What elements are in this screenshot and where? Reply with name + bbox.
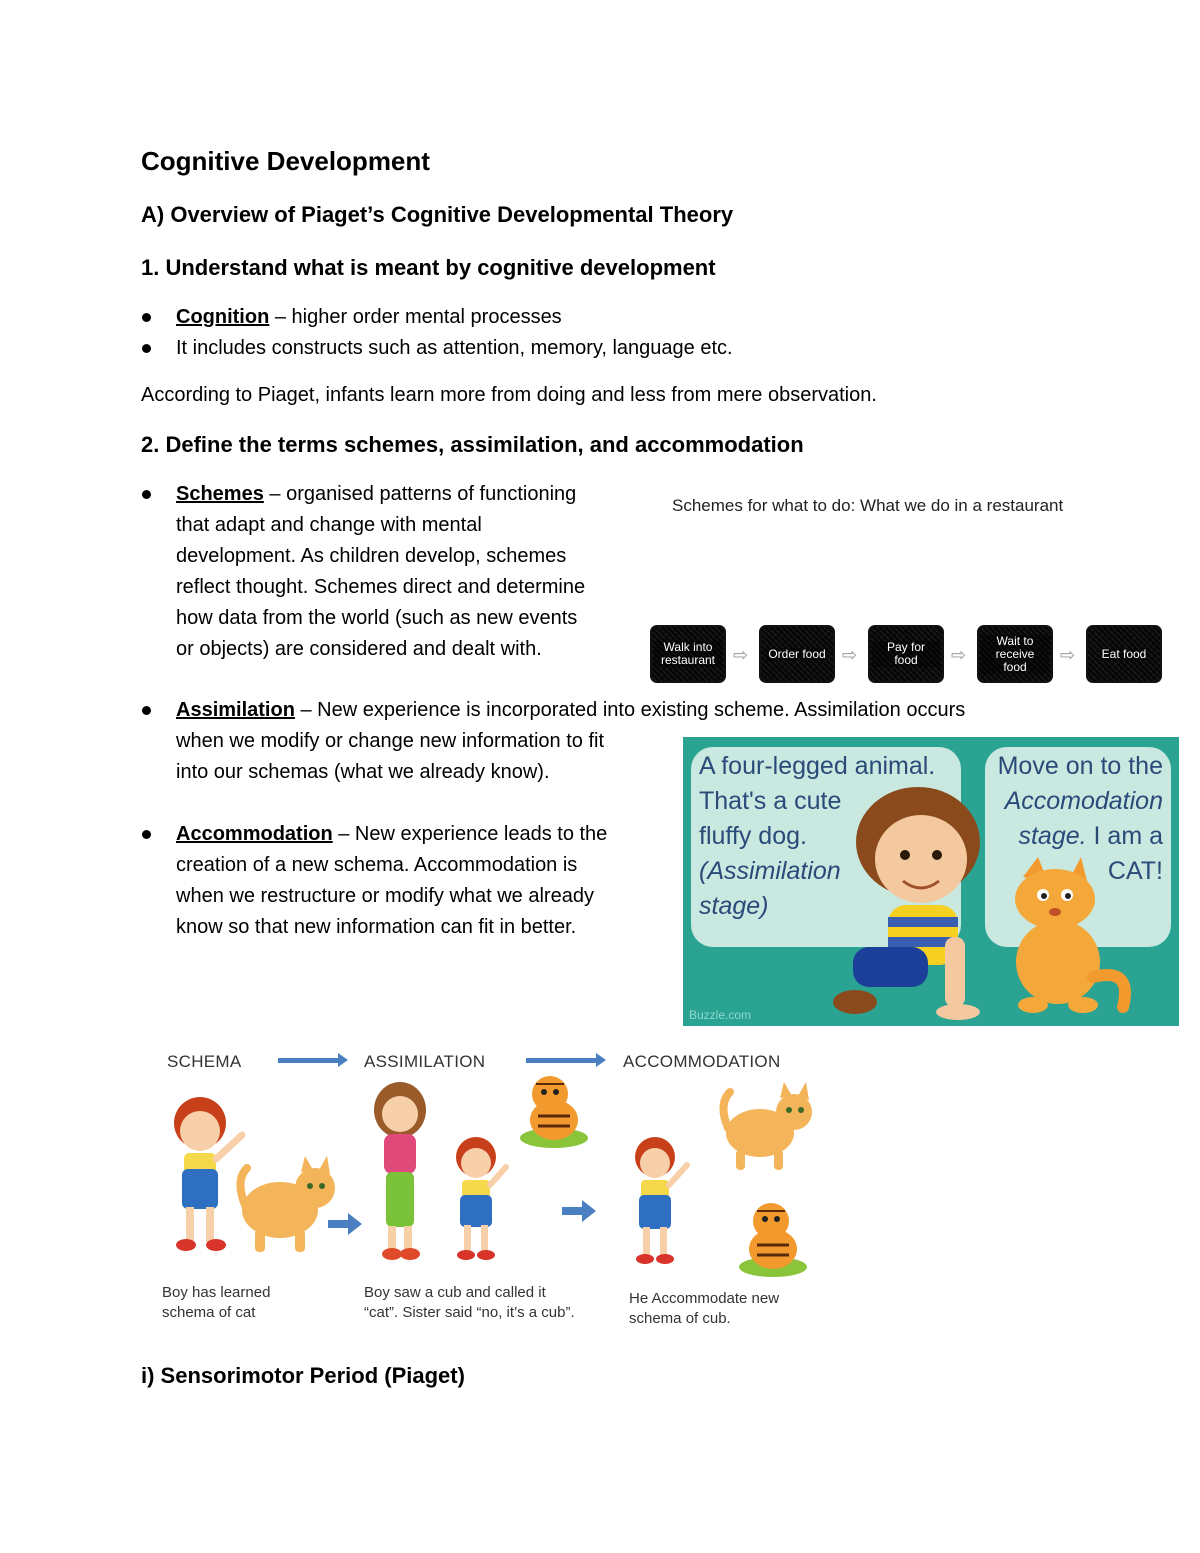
bubble-line: I am a <box>1086 822 1163 850</box>
section-a-heading: A) Overview of Piaget’s Cognitive Developmental Theory <box>141 202 734 227</box>
bullet-dot <box>142 830 151 839</box>
bubble-line: That's a cute <box>699 787 842 815</box>
accommodation-term: Accommodation <box>176 823 333 845</box>
assimilation-term: Assimilation <box>176 699 295 721</box>
cat-illustration <box>993 857 1143 1017</box>
step-arrow-icon: ⇨ <box>951 645 967 665</box>
schemes-line: development. As children develop, schemes <box>176 545 567 567</box>
caption-line: He Accommodate new <box>629 1290 780 1307</box>
schemes-line: how data from the world (such as new events <box>176 607 578 629</box>
bullet-dot <box>142 706 151 715</box>
restaurant-step <box>868 625 944 683</box>
diagram-label-schema: SCHEMA <box>167 1052 242 1071</box>
buzzle-credit: Buzzle.com <box>689 1008 752 1022</box>
cat-figure <box>235 1150 345 1255</box>
tiger-cub-figure <box>735 1195 810 1280</box>
restaurant-step <box>650 625 726 683</box>
restaurant-step <box>1086 625 1162 683</box>
arrow-right-icon <box>526 1058 598 1063</box>
caption-line: “cat”. Sister said “no, it’s a cub”. <box>364 1304 575 1321</box>
page-title: Cognitive Development <box>141 146 430 176</box>
accommodation-line: creation of a new schema. Accommodation is <box>176 854 578 876</box>
bubble-line: Move on to the <box>997 752 1163 780</box>
boy-figure <box>625 1135 695 1270</box>
cat-figure <box>718 1078 823 1173</box>
bubble-line: (Assimilation <box>699 857 841 885</box>
section-1-heading: 1. Understand what is meant by cognitive development <box>141 255 716 280</box>
cognition-definition: – higher order mental processes <box>269 306 562 328</box>
boy-figure <box>446 1135 511 1265</box>
cognition-bullet <box>176 302 562 333</box>
bullet-dot <box>142 313 151 322</box>
caption-line: Boy saw a cub and called it <box>364 1284 546 1301</box>
assimilation-line: into our schemas (what we already know). <box>176 761 550 783</box>
caption-accommodation <box>629 1289 779 1329</box>
bubble-line: A four-legged animal. <box>699 752 936 780</box>
step-label: Eat food <box>1101 646 1147 661</box>
bubble-line: stage. <box>1018 822 1087 850</box>
assimilation-line: – New experience is incorporated into existing scheme. Assimilation occurs <box>294 699 966 721</box>
step-arrow-icon: ⇨ <box>1060 645 1076 665</box>
step-label: Order food <box>768 646 826 661</box>
caption-line: schema of cub. <box>629 1310 731 1327</box>
restaurant-figure-title: Schemes for what to do: What we do in a restaurant <box>672 496 1064 515</box>
assimilation-accommodation-illustration <box>683 737 1179 1026</box>
piaget-statement: According to Piaget, infants learn more from doing and less from mere observation. <box>141 384 877 406</box>
cognition-term: Cognition <box>176 306 270 328</box>
sister-figure <box>368 1082 443 1267</box>
caption-line: schema of cat <box>162 1304 256 1321</box>
schemes-line: reflect thought. Schemes direct and determine <box>176 576 586 598</box>
step-label: Pay for food <box>872 641 940 667</box>
tiger-cub-figure <box>516 1068 591 1153</box>
assimilation-line: when we modify or change new information to fit <box>176 730 604 752</box>
bubble-line: stage) <box>699 892 769 920</box>
bullet-dot <box>142 490 151 499</box>
diagram-label-accommodation: ACCOMMODATION <box>623 1052 781 1071</box>
caption-line: Boy has learned <box>162 1284 271 1301</box>
restaurant-step <box>977 625 1053 683</box>
arrow-right-icon <box>278 1058 340 1063</box>
crawling-boy-illustration <box>833 777 1003 1022</box>
step-label: Wait to receive food <box>981 635 1049 674</box>
step-label: Walk into restaurant <box>654 641 722 667</box>
diagram-label-assimilation: ASSIMILATION <box>364 1052 486 1071</box>
arrow-right-icon <box>562 1200 596 1222</box>
bubble-line: CAT! <box>1107 857 1163 885</box>
step-arrow-icon: ⇨ <box>842 645 858 665</box>
arrow-right-icon <box>328 1213 362 1235</box>
section-2-heading: 2. Define the terms schemes, assimilation, and accommodation <box>141 432 804 457</box>
section-i-heading: i) Sensorimotor Period (Piaget) <box>141 1363 465 1388</box>
schemes-line: that adapt and change with mental <box>176 514 482 536</box>
constructs-bullet: It includes constructs such as attention, memory, language etc. <box>176 337 733 359</box>
accommodation-line: know so that new information can fit in better. <box>176 916 577 938</box>
schemes-term: Schemes <box>176 483 264 505</box>
caption-schema <box>162 1283 270 1323</box>
schemes-bullet <box>176 479 646 665</box>
bullet-dot <box>142 344 151 353</box>
schemes-line: or objects) are considered and dealt with. <box>176 638 542 660</box>
caption-assimilation <box>364 1283 575 1323</box>
accommodation-bullet <box>176 819 607 943</box>
step-arrow-icon: ⇨ <box>733 645 749 665</box>
schemes-line: – organised patterns of functioning <box>263 483 577 505</box>
restaurant-step <box>759 625 835 683</box>
accommodation-line: when we restructure or modify what we already <box>176 885 594 907</box>
accommodation-line: – New experience leads to the <box>332 823 608 845</box>
bubble-line: fluffy dog. <box>699 822 807 850</box>
bubble-line: Accomodation <box>1004 787 1163 815</box>
